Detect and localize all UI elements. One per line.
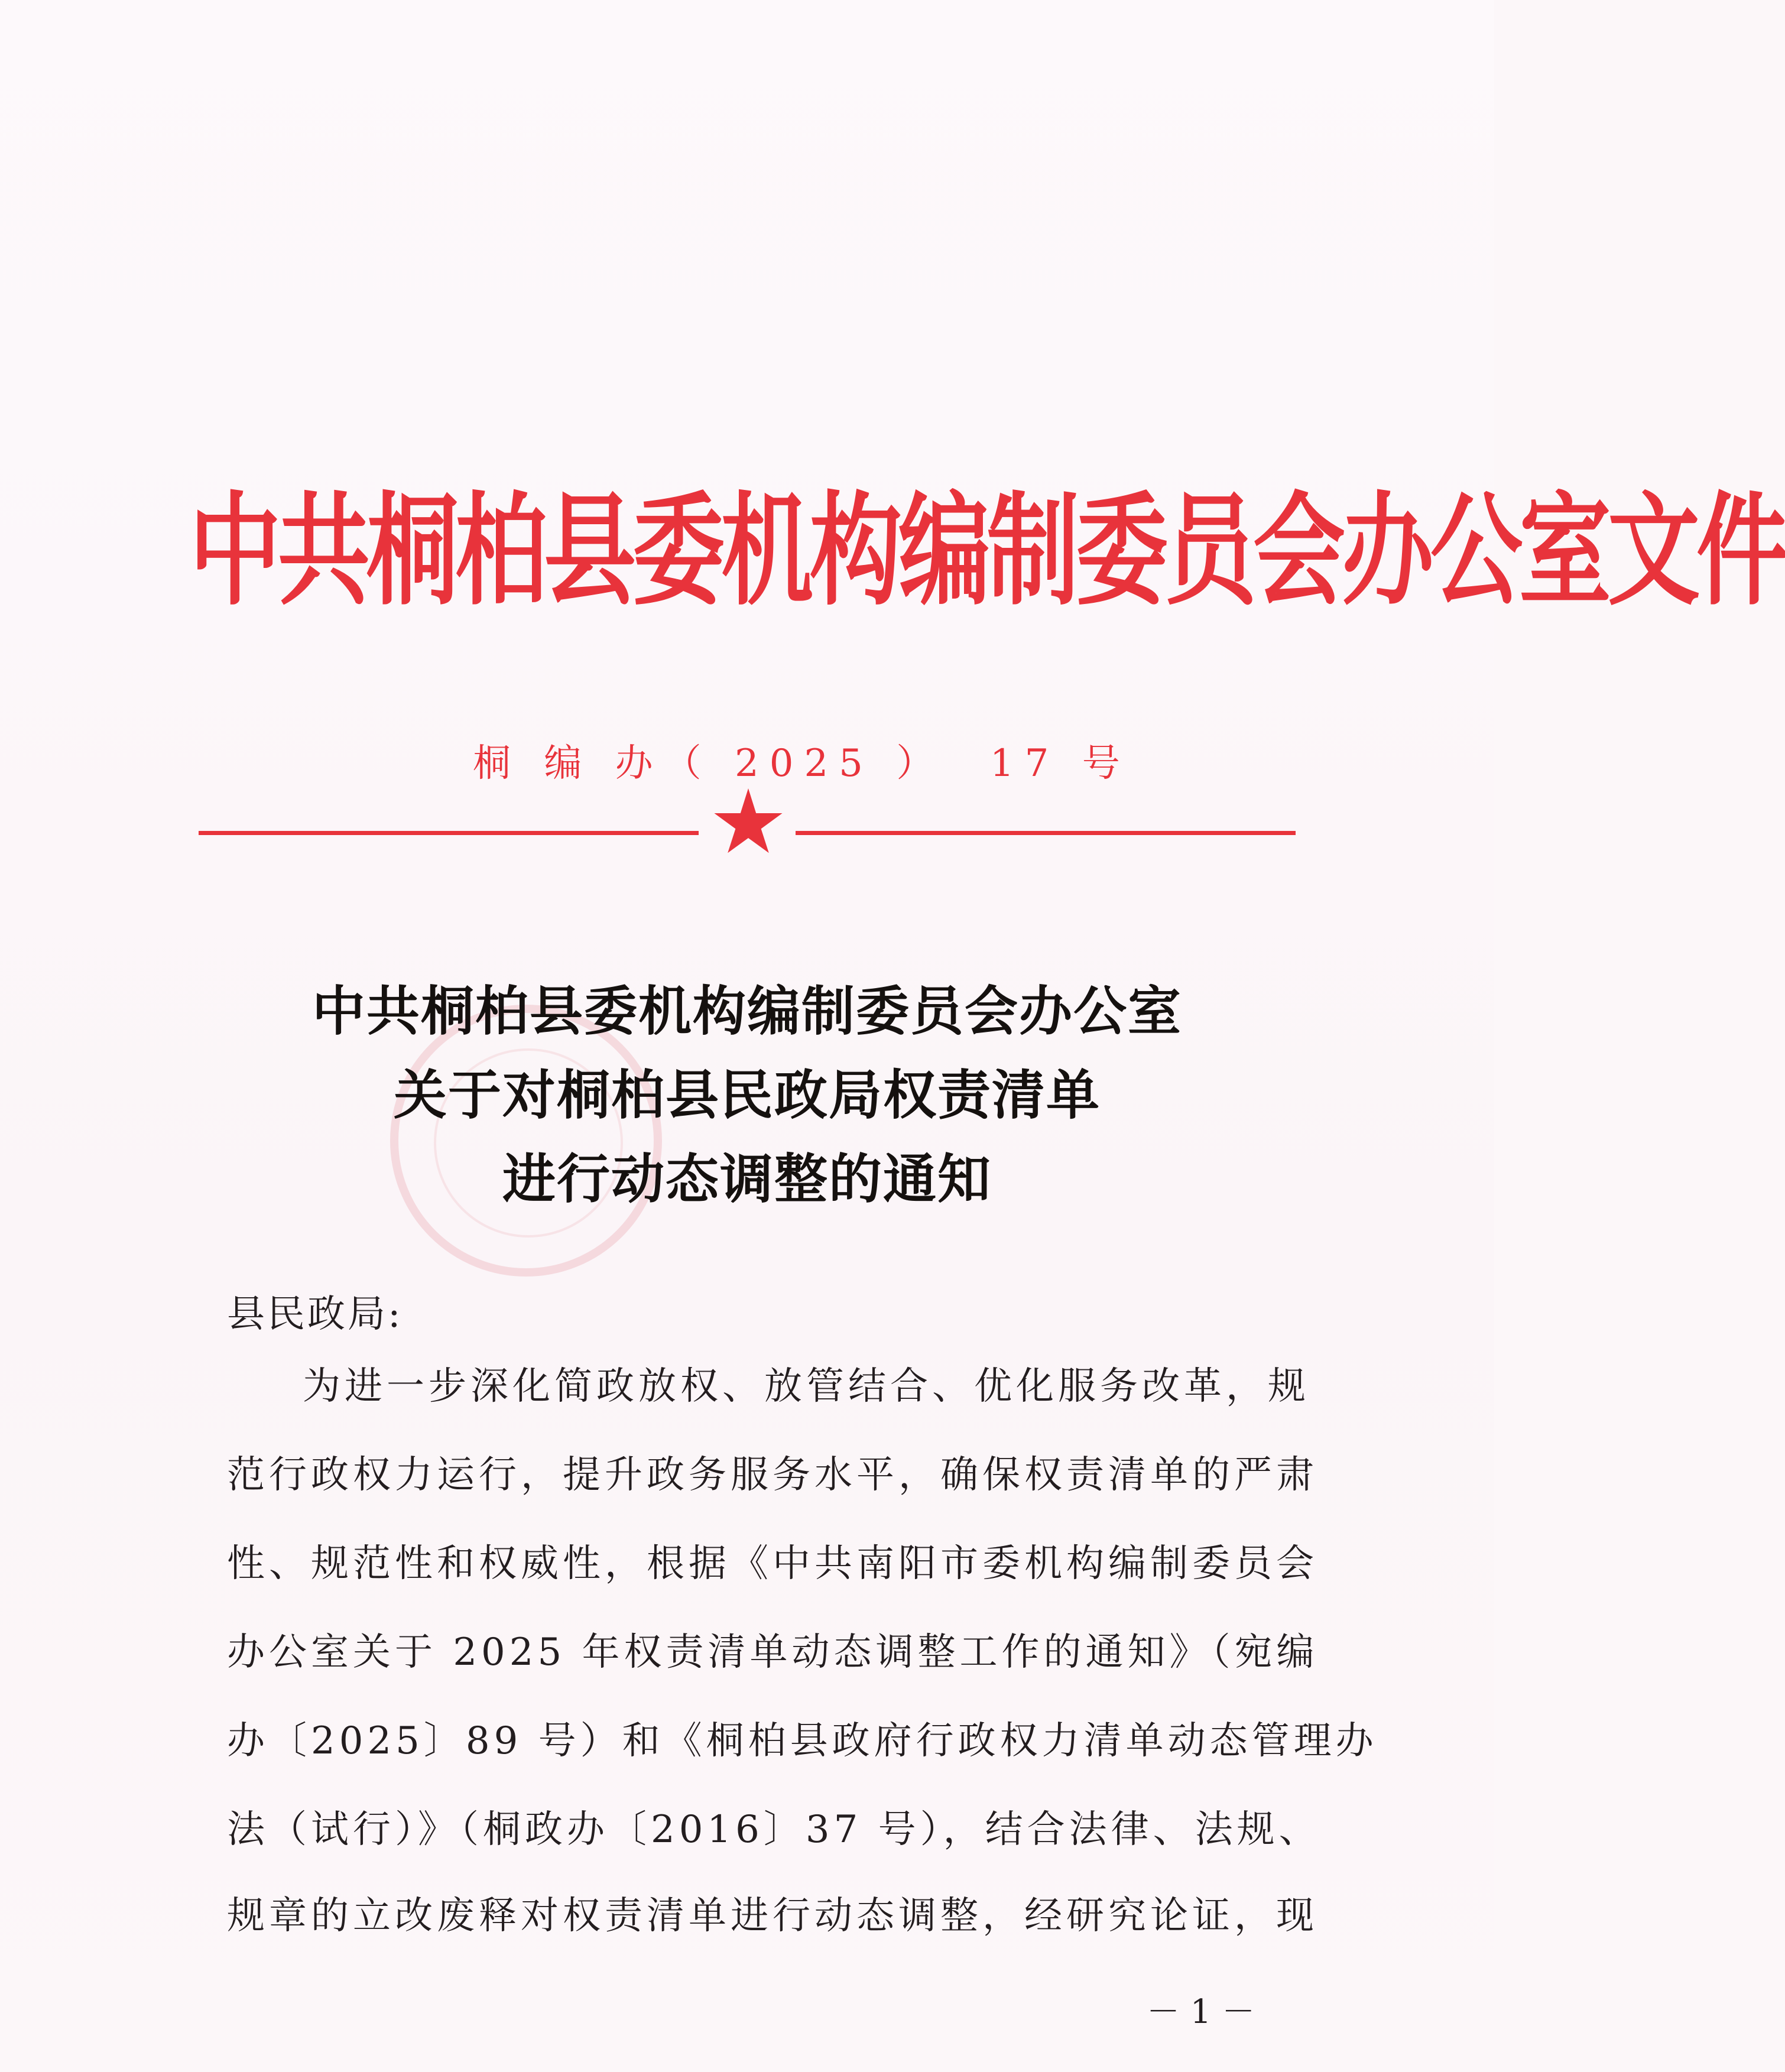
- body-line-5: 办〔2025〕89 号）和《桐柏县政府行政权力清单动态管理办: [227, 1719, 1378, 1763]
- body-line-6: 法（试行）》（桐政办〔2016〕37 号），结合法律、法规、: [227, 1808, 1321, 1852]
- body-line-4: 办公室关于 2025 年权责清单动态调整工作的通知》（宛编: [227, 1631, 1319, 1674]
- star-icon: [713, 788, 784, 859]
- body-line-3: 性、规范性和权威性，根据《中共南阳市委机构编制委员会: [227, 1542, 1318, 1586]
- red-separator-right: [796, 831, 1296, 835]
- page-number: － 1 －: [1147, 1993, 1255, 2031]
- body-line-1: 为进一步深化简政放权、放管结合、优化服务改革，规: [303, 1365, 1310, 1408]
- masthead: 中共桐柏县委机构编制委员会办公室文件: [189, 480, 1785, 622]
- body-line-7: 规章的立改废释对权责清单进行动态调整，经研究论证，现: [227, 1894, 1318, 1938]
- document-number: 桐 编 办（ 2025 ） 17 号: [473, 742, 1131, 785]
- notice-title-line-1: 中共桐柏县委机构编制委员会办公室: [312, 980, 1182, 1043]
- notice-title-line-3: 进行动态调整的通知: [502, 1148, 992, 1210]
- notice-title-line-2: 关于对桐柏县民政局权责清单: [394, 1064, 1101, 1126]
- salutation: 县民政局:: [227, 1292, 403, 1336]
- body-line-2: 范行政权力运行，提升政务服务水平，确保权责清单的严肃: [227, 1453, 1318, 1497]
- red-separator-left: [199, 831, 699, 835]
